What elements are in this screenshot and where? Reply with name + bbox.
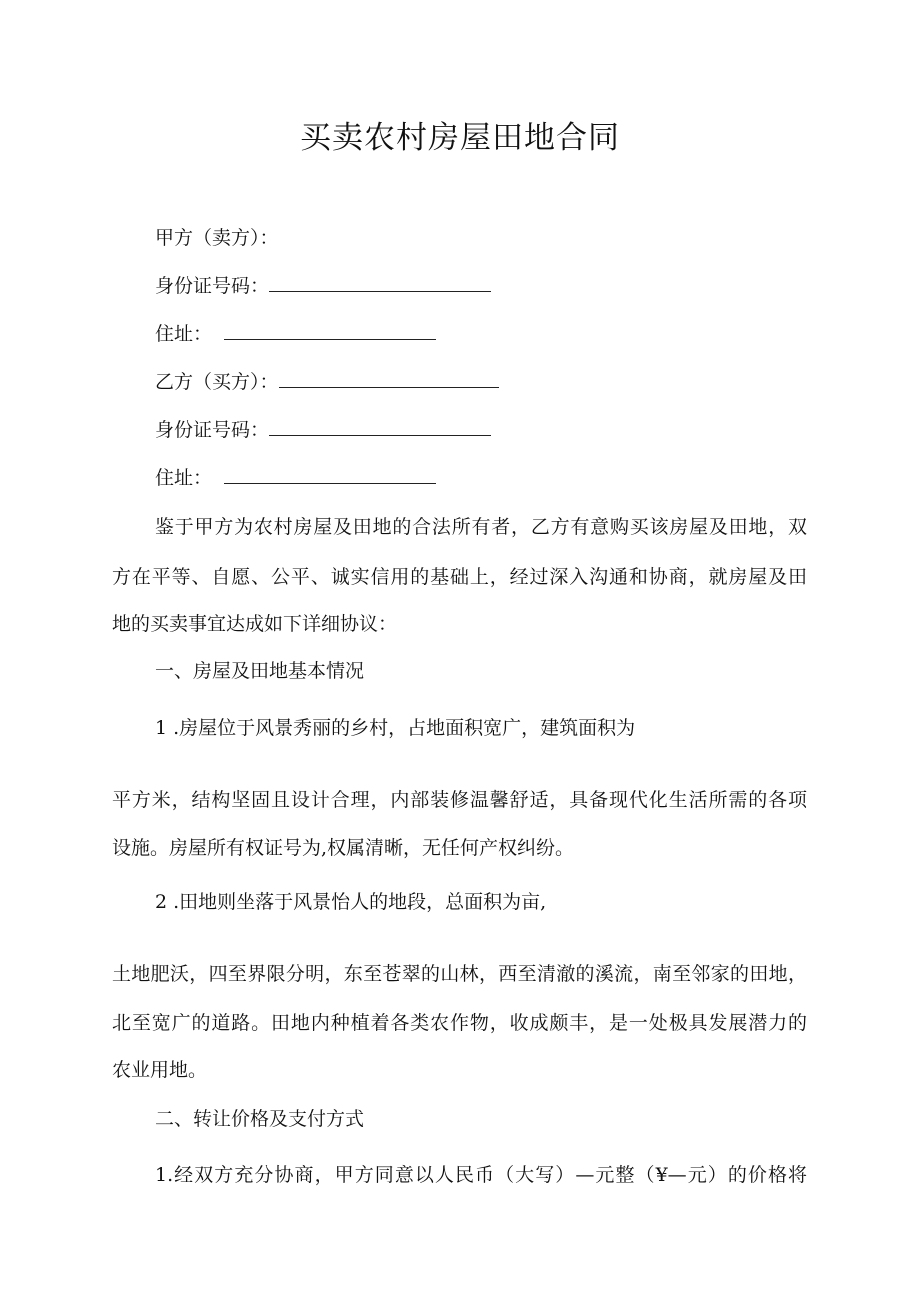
section-1-item-2-line-1: 2 .田地则坐落于风景怡人的地段，总面积为亩, — [155, 891, 547, 913]
party-a-id-row — [155, 274, 491, 298]
party-a-row — [155, 226, 279, 250]
party-b-label: 乙方（买方）： — [155, 371, 279, 393]
preamble-line-2: 方在平等、自愿、公平、诚实信用的基础上，经过深入沟通和协商，就房屋及田 — [112, 566, 807, 588]
section-1-item-2-line-4: 农业用地。 — [112, 1059, 208, 1081]
section-1-item-1-line-3: 设施。房屋所有权证号为,权属清晰，无任何产权纠纷。 — [112, 837, 575, 859]
party-a-address-label: 住址： — [155, 323, 213, 345]
preamble-line-1: 鉴于甲方为农村房屋及田地的合法所有者，乙方有意购买该房屋及田地，双 — [155, 516, 807, 538]
section-1-item-1-line-2: 平方米，结构坚固且设计合理，内部装修温馨舒适，具备现代化生活所需的各项 — [112, 789, 807, 811]
party-a-id-blank[interactable] — [269, 275, 491, 292]
section-1-heading: 一、房屋及田地基本情况 — [155, 660, 365, 682]
party-b-address-label: 住址： — [155, 467, 213, 489]
party-b-id-row — [155, 418, 491, 442]
party-b-id-label: 身份证号码： — [155, 419, 270, 441]
document-title: 买卖农村房屋田地合同 — [300, 120, 620, 156]
section-2-item-1-line-1: 1.经双方充分协商，甲方同意以人民币（大写）—元整（¥—元）的价格将 — [155, 1164, 807, 1186]
section-2-heading: 二、转让价格及支付方式 — [155, 1108, 365, 1130]
party-b-name-blank[interactable] — [279, 371, 499, 388]
party-b-row — [155, 370, 499, 394]
party-b-id-blank[interactable] — [269, 419, 491, 436]
party-b-address-row — [155, 466, 436, 490]
section-1-item-2-line-2: 土地肥沃，四至界限分明，东至苍翠的山林，西至清澈的溪流，南至邻家的田地， — [112, 963, 807, 985]
section-1-item-2-line-3: 北至宽广的道路。田地内种植着各类农作物，收成颇丰，是一处极具发展潜力的 — [112, 1012, 807, 1034]
party-a-address-blank[interactable] — [224, 323, 436, 340]
party-b-address-blank[interactable] — [224, 467, 436, 484]
preamble-line-3: 地的买卖事宜达成如下详细协议： — [112, 613, 398, 635]
party-a-id-label: 身份证号码： — [155, 275, 270, 297]
party-a-label: 甲方（卖方）： — [155, 227, 279, 249]
section-1-item-1-line-1: 1 .房屋位于风景秀丽的乡村，占地面积宽广，建筑面积为 — [155, 717, 636, 739]
party-a-address-row — [155, 322, 436, 346]
